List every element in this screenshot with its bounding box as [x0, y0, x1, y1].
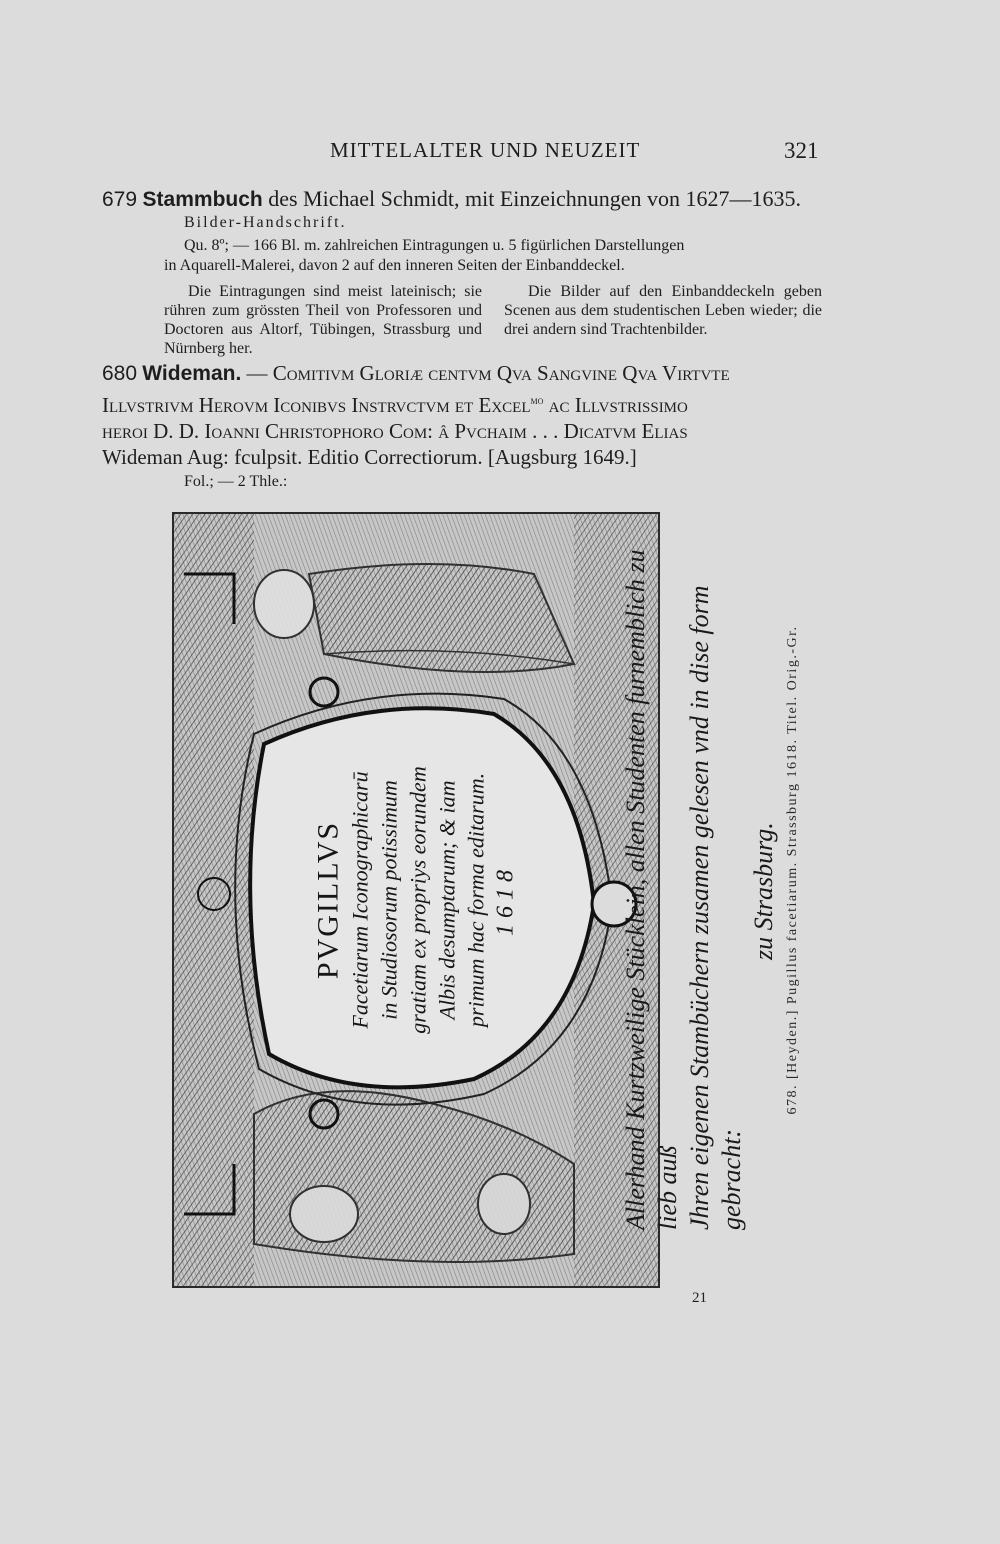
cartouche-line-6: primum hac forma editarum.: [463, 772, 489, 1028]
title-line-3: heroi D. D. Ioanni Christophoro Com: â Pvchaim . . . Dicatvm Elias: [102, 419, 688, 443]
entry-679-heading: [102, 185, 822, 214]
entry-description-2: in Aquarell-Malerei, davon 2 auf den inneren Seiten der Einbanddeckel.: [164, 257, 625, 274]
entry-number: 680: [102, 362, 138, 385]
cartouche-line-4: gratiam ex propriys eorundem: [405, 766, 431, 1034]
title-line-4: Wideman Aug: fculpsit. Editio Correctiorum. [Augsburg 1649.]: [102, 445, 637, 469]
script-line-1: Allerhand Kurtzweilige Stücklein, allen Studenten furnemblich zu lieb auß: [621, 549, 682, 1230]
figure-caption: 678. [Heyden.] Pugillus facetiarum. Strassburg 1618. Titel. Orig.-Gr.: [785, 625, 800, 1115]
notes-left-column: Die Eintragungen sind meist lateinisch; sie rühren zum grössten Theil von Professoren und Doctoren aus Altorf, Tübingen, Strassburg und Nürnberg her.: [164, 283, 482, 357]
entry-680-title: [102, 360, 822, 470]
entry-number: 679: [102, 188, 138, 211]
entry-keyword: Stammbuch: [142, 188, 263, 211]
printer-signature: 21: [692, 1290, 707, 1306]
entry-format: Fol.; — 2 Thle.:: [184, 473, 288, 490]
engraved-title-plate: [172, 512, 660, 1288]
entry-title: des Michael Schmidt, mit Einzeichnungen von 1627—1635.: [262, 186, 802, 211]
entry-type: Bilder-Handschrift.: [184, 214, 347, 231]
cartouche-line-5: Albis desumptarum; & iam: [434, 780, 460, 1020]
title-line-1: — Comitivm Gloriæ centvm Qva Sangvine Qva Virtvte: [241, 361, 730, 385]
entry-680: [102, 360, 822, 492]
handwritten-subtitle: [620, 510, 780, 1230]
entry-description-1: Qu. 8º; — 166 Bl. m. zahlreichen Eintragungen u. 5 figürlichen Darstellungen: [184, 237, 685, 254]
cartouche-line-1: PVGILLVS: [311, 820, 345, 980]
notes-right-column: Die Bilder auf den Einbanddeckeln geben Scenen aus dem studentischen Leben wieder; die drei andern sind Trachtenbilder.: [504, 283, 822, 338]
cartouche-line-3: in Studiosorum potissimum: [376, 780, 402, 1020]
cartouche-year: 1618: [492, 864, 519, 936]
entry-notes: [102, 282, 822, 358]
cartouche-line-2: Facetiarum Iconographicarū: [347, 771, 373, 1029]
script-line-3: zu Strasburg.: [749, 822, 778, 960]
script-line-2: Jhren eigenen Stambüchern zusamen gelesen vnd in dise form gebracht:: [685, 585, 746, 1230]
cartouche-title: [312, 670, 521, 1130]
entry-keyword: Wideman.: [142, 362, 242, 385]
running-head: MITTELALTER UND NEUZEIT: [330, 138, 641, 162]
title-line-2: Illvstrivm Herovm Iconibvs Instrvctvm et Excel$^{mo}$ ac Illvstrissimo: [102, 393, 688, 417]
entry-679: [102, 185, 822, 358]
page-number: 321: [784, 138, 819, 163]
